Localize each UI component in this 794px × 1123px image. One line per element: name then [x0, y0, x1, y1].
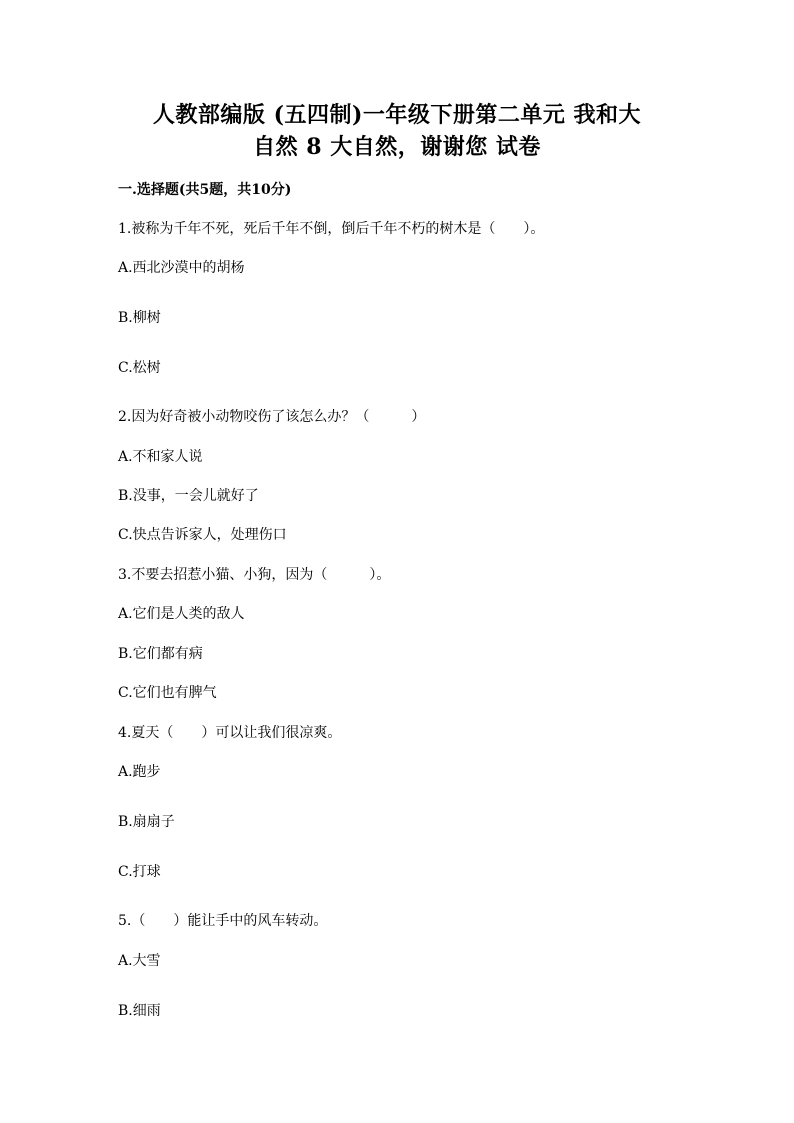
- question-1-option-c: C.松树: [118, 360, 161, 376]
- question-5-stem: 5.（ ）能让手中的风车转动。: [118, 913, 328, 929]
- section-heading: 一.选择题(共5题，共10分): [118, 182, 292, 198]
- question-4-option-a: A.跑步: [118, 764, 161, 780]
- question-1-stem: 1.被称为千年不死，死后千年不倒，倒后千年不朽的树木是（ ）。: [118, 221, 545, 237]
- question-3-stem: 3.不要去招惹小猫、小狗，因为（ ）。: [118, 567, 391, 583]
- question-2-stem: 2.因为好奇被小动物咬伤了该怎么办？（ ）: [118, 409, 426, 425]
- question-3-option-c: C.它们也有脾气: [118, 685, 217, 701]
- page-title-line-1: 人教部编版 (五四制)一年级下册第二单元 我和大: [152, 102, 642, 128]
- question-3-option-a: A.它们是人类的敌人: [118, 606, 245, 622]
- question-2-option-b: B.没事，一会儿就好了: [118, 488, 259, 504]
- question-4-option-b: B.扇扇子: [118, 814, 175, 830]
- question-3-option-b: B.它们都有病: [118, 646, 203, 662]
- question-4-option-c: C.打球: [118, 864, 161, 880]
- question-1-option-a: A.西北沙漠中的胡杨: [118, 260, 245, 276]
- question-4-stem: 4.夏天（ ）可以让我们很凉爽。: [118, 725, 342, 741]
- page-title-line-2: 自然 8 大自然，谢谢您 试卷: [253, 134, 541, 160]
- question-2-option-c: C.快点告诉家人，处理伤口: [118, 527, 287, 543]
- question-5-option-a: A.大雪: [118, 953, 161, 969]
- question-5-option-b: B.细雨: [118, 1003, 161, 1019]
- question-2-option-a: A.不和家人说: [118, 449, 203, 465]
- question-1-option-b: B.柳树: [118, 310, 161, 326]
